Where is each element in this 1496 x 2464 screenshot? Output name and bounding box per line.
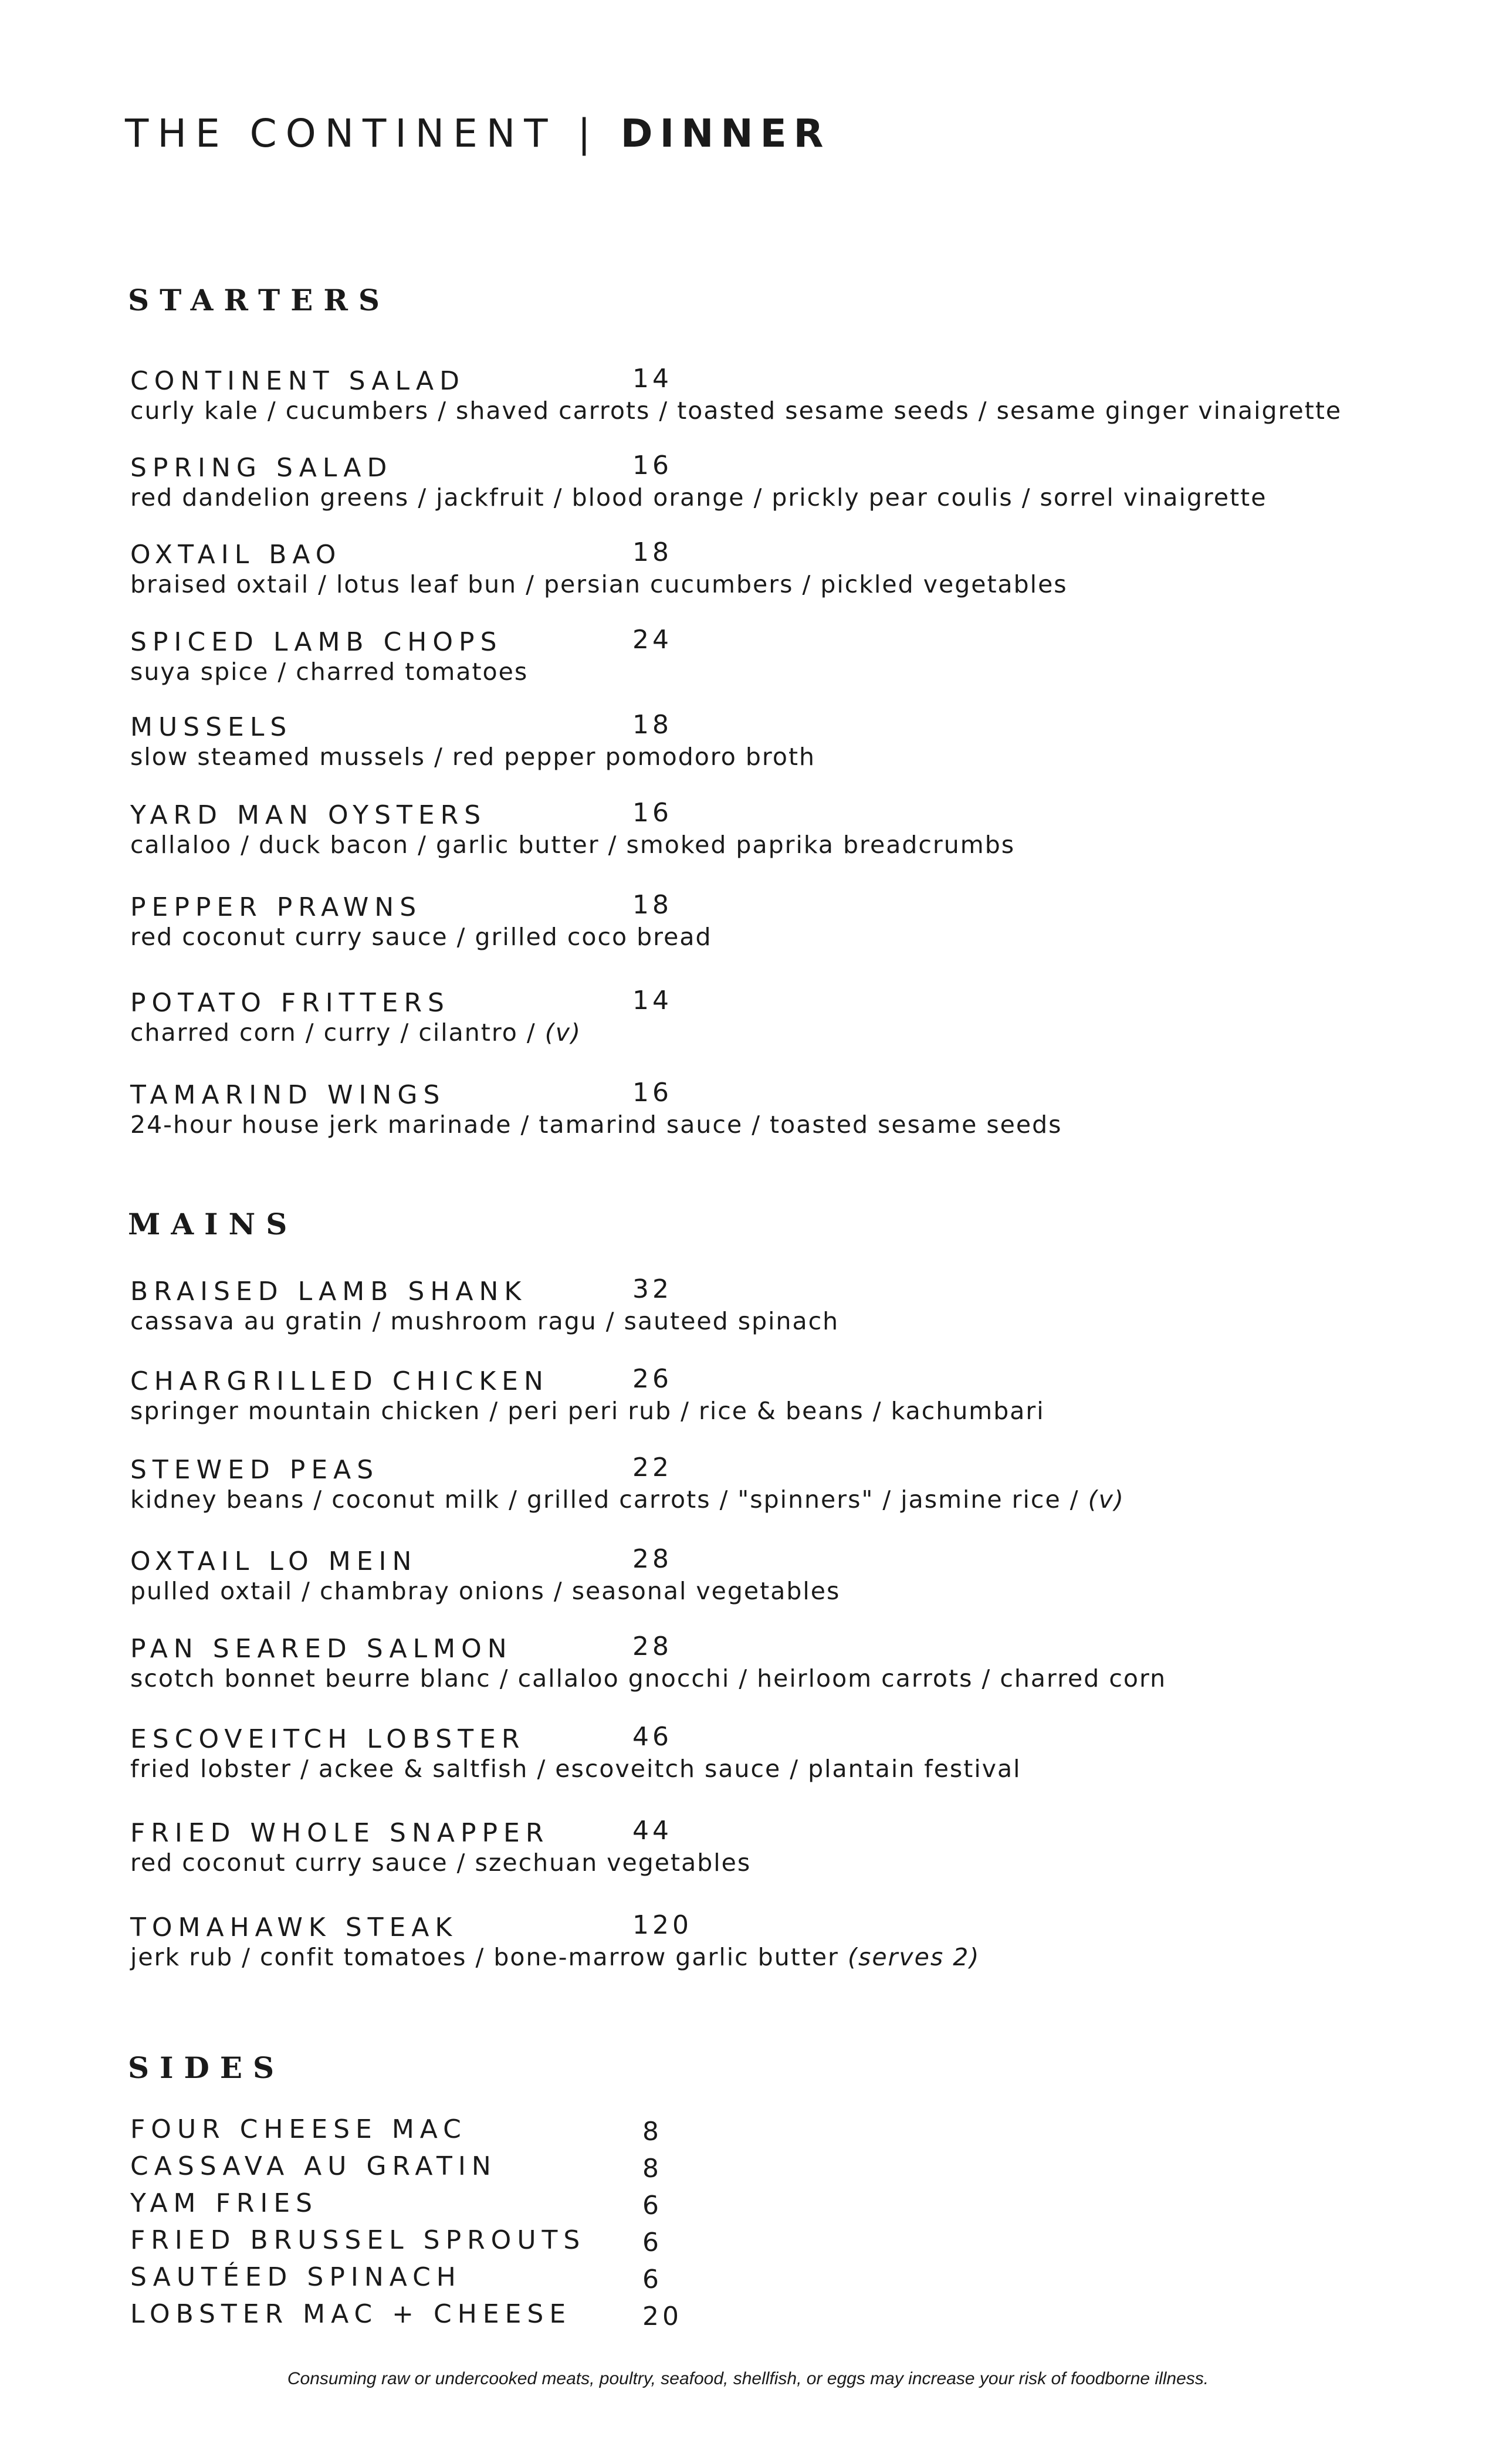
- item-price: 26: [632, 1364, 672, 1394]
- item-description-text: red dandelion greens / jackfruit / blood orange / prickly pear coulis / sorrel vinaigrette: [130, 483, 1267, 512]
- item-note: (v): [544, 1018, 582, 1047]
- item-name: STEWED PEAS: [130, 1455, 380, 1485]
- item-description-text: callaloo / duck bacon / garlic butter / smoked paprika breadcrumbs: [130, 831, 1016, 859]
- side-price: 20: [642, 2301, 682, 2331]
- item-description: [130, 745, 815, 769]
- item-price: 28: [632, 1632, 672, 1661]
- item-name: ESCOVEITCH LOBSTER: [130, 1724, 526, 1754]
- item-description: [130, 660, 528, 684]
- side-name: FRIED BRUSSEL SPROUTS: [130, 2225, 586, 2255]
- food-safety-disclaimer: Consuming raw or undercooked meats, poultry, seafood, shellfish, or eggs may increase your risk of foodborne illness.: [287, 2369, 1209, 2388]
- item-name: FRIED WHOLE SNAPPER: [130, 1818, 550, 1848]
- item-description-text: suya spice / charred tomatoes: [130, 658, 529, 686]
- item-price: 18: [632, 710, 672, 740]
- item-description: [130, 570, 1068, 598]
- item-name: PAN SEARED SALMON: [130, 1634, 513, 1664]
- item-description-text: curly kale / cucumbers / shaved carrots / toasted sesame seeds / sesame ginger vinaigrette: [130, 397, 1342, 425]
- item-price: 18: [632, 890, 672, 920]
- side-price: 6: [642, 2228, 662, 2257]
- item-description: [130, 925, 712, 949]
- item-name: CONTINENT SALAD: [130, 366, 465, 396]
- item-name: BRAISED LAMB SHANK: [130, 1277, 527, 1307]
- item-note: (serves 2): [847, 1943, 980, 1971]
- side-price: 8: [642, 2117, 662, 2147]
- item-description-text: jerk rub / confit tomatoes / bone-marrow garlic butter: [130, 1943, 839, 1971]
- item-description: [130, 1399, 1045, 1423]
- item-price: 16: [632, 1078, 672, 1108]
- page-title: [125, 111, 831, 156]
- item-description: [130, 1018, 582, 1047]
- item-description: [130, 833, 1015, 857]
- item-description: [130, 1485, 1125, 1514]
- item-price: 14: [632, 986, 672, 1016]
- item-price: 44: [632, 1816, 672, 1846]
- item-description: [130, 1309, 839, 1333]
- item-description-text: slow steamed mussels / red pepper pomodoro broth: [130, 743, 816, 771]
- item-description: [130, 399, 1342, 423]
- item-description: [130, 1945, 980, 1969]
- item-name: TOMAHAWK STEAK: [130, 1913, 458, 1942]
- item-name: POTATO FRITTERS: [130, 988, 450, 1018]
- item-description-text: red coconut curry sauce / grilled coco bread: [130, 923, 712, 951]
- item-name: MUSSELS: [130, 712, 293, 742]
- item-note: (v): [1088, 1485, 1125, 1514]
- item-name: OXTAIL LO MEIN: [130, 1546, 418, 1576]
- item-description-text: braised oxtail / lotus leaf bun / persian cucumbers / pickled vegetables: [130, 570, 1068, 598]
- side-name: SAUTÉED SPINACH: [130, 2262, 462, 2292]
- item-name: CHARGRILLED CHICKEN: [130, 1366, 549, 1396]
- side-name: LOBSTER MAC + CHEESE: [130, 2299, 572, 2329]
- side-name: CASSAVA AU GRATIN: [130, 2151, 497, 2181]
- side-price: 6: [642, 2265, 662, 2294]
- side-price: 6: [642, 2191, 662, 2221]
- item-price: 24: [632, 625, 672, 655]
- side-name: YAM FRIES: [130, 2188, 319, 2218]
- item-price: 28: [632, 1544, 672, 1574]
- starters-heading: STARTERS: [128, 283, 391, 317]
- page-title-restaurant: THE CONTINENT |: [125, 111, 600, 156]
- item-description-text: red coconut curry sauce / szechuan vegetables: [130, 1849, 752, 1877]
- item-description: [130, 483, 1267, 512]
- item-description-text: fried lobster / ackee & saltfish / escoveitch sauce / plantain festival: [130, 1755, 1021, 1783]
- item-name: SPICED LAMB CHOPS: [130, 627, 503, 657]
- side-name: FOUR CHEESE MAC: [130, 2114, 467, 2144]
- item-price: 22: [632, 1453, 672, 1483]
- item-description: [130, 1113, 1062, 1137]
- item-description: [130, 1851, 751, 1875]
- item-name: SPRING SALAD: [130, 453, 393, 483]
- item-description-text: springer mountain chicken / peri peri rub / rice & beans / kachumbari: [130, 1397, 1045, 1425]
- item-description-text: charred corn / curry / cilantro /: [130, 1018, 536, 1047]
- item-description: [130, 1664, 1167, 1693]
- item-description-text: pulled oxtail / chambray onions / seasonal vegetables: [130, 1577, 841, 1605]
- item-price: 14: [632, 364, 672, 394]
- item-price: 16: [632, 451, 672, 480]
- item-description: [130, 1757, 1021, 1781]
- item-description-text: kidney beans / coconut milk / grilled carrots / "spinners" / jasmine rice /: [130, 1485, 1079, 1514]
- item-description: [130, 1579, 840, 1603]
- item-price: 16: [632, 798, 672, 828]
- item-name: YARD MAN OYSTERS: [130, 800, 487, 830]
- item-description-text: cassava au gratin / mushroom ragu / sauteed spinach: [130, 1307, 840, 1335]
- item-name: OXTAIL BAO: [130, 540, 342, 570]
- mains-heading: MAINS: [128, 1207, 298, 1241]
- item-price: 46: [632, 1722, 672, 1752]
- item-price: 18: [632, 537, 672, 567]
- item-price: 120: [632, 1910, 692, 1940]
- sides-heading: SIDES: [128, 2050, 285, 2085]
- page-title-meal: DINNER: [620, 111, 831, 156]
- item-description-text: scotch bonnet beurre blanc / callaloo gnocchi / heirloom carrots / charred corn: [130, 1664, 1167, 1693]
- item-price: 32: [632, 1274, 672, 1304]
- item-description-text: 24-hour house jerk marinade / tamarind sauce / toasted sesame seeds: [130, 1111, 1062, 1139]
- item-name: TAMARIND WINGS: [130, 1080, 446, 1110]
- item-name: PEPPER PRAWNS: [130, 892, 422, 922]
- side-price: 8: [642, 2154, 662, 2184]
